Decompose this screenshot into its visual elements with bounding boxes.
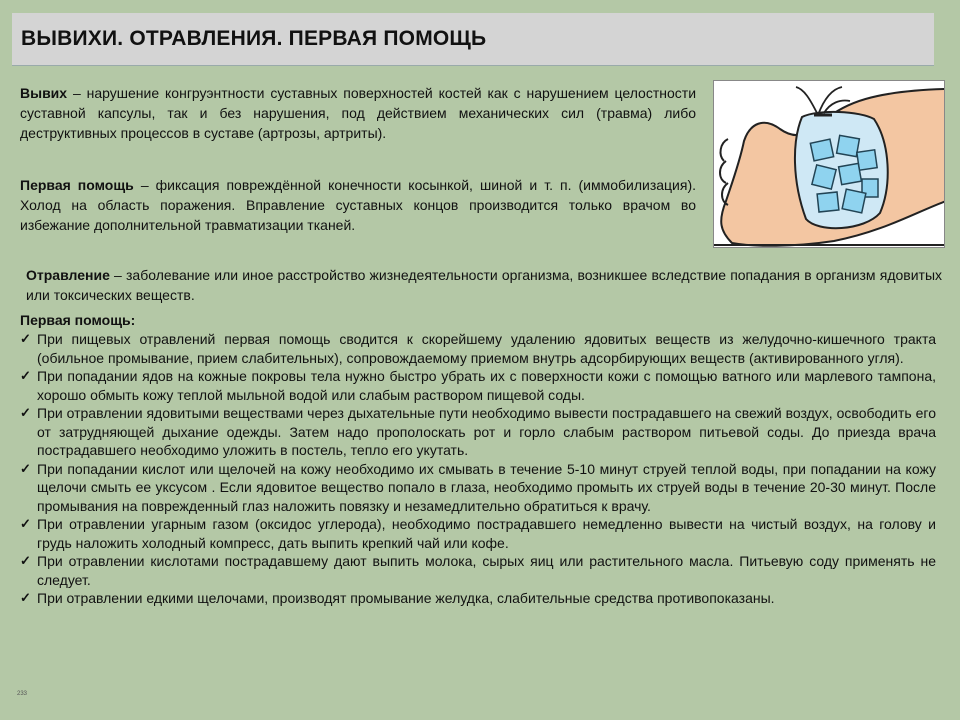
dislocation-definition bbox=[20, 83, 696, 143]
list-item-text: При попадании кислот или щелочей на кожу необходимо их смывать в течение 5-10 минут струей теплой воды, при попадании на кожу щелочи смыть ее уксусом . Если ядовитое вещество попало в глаза, необходимо промыть их струей воды в течение 20-30 минут. После промывания на поврежденный глаз наложить повязку и незамедлительно обратиться к врачу. bbox=[37, 460, 936, 514]
checkmark-icon: ✓ bbox=[20, 553, 31, 568]
dislocation-first-aid-text: – фиксация повреждённой конечности косынкой, шиной и т. п. (иммобилизация). Холод на область поражения. Вправление суставных концов производится только врачом во избежание дополнительной травматизации тканей. bbox=[20, 177, 697, 233]
list-item bbox=[20, 330, 936, 367]
list-item bbox=[20, 404, 936, 460]
checkmark-icon: ✓ bbox=[20, 516, 31, 531]
dislocation-term: Вывих bbox=[20, 85, 68, 101]
page-number: 233 bbox=[17, 691, 28, 697]
ice-pack-illustration bbox=[713, 80, 945, 248]
checkmark-icon: ✓ bbox=[20, 460, 31, 476]
list-item bbox=[20, 589, 936, 608]
checkmark-icon: ✓ bbox=[20, 405, 31, 420]
list-item bbox=[20, 515, 936, 552]
ice-pack-on-ankle-illustration bbox=[714, 81, 945, 248]
list-item-text: При пищевых отравлений первая помощь сводится к скорейшему удалению ядовитых веществ из желудочно-кишечного тракта (обильное промывание, прием слабительных), сопровождаемому приемом внутрь адсорбирующих веществ (активированного угля). bbox=[37, 331, 936, 366]
poisoning-term: Отравление bbox=[26, 267, 110, 283]
list-item-text: При отравлении ядовитыми веществами через дыхательные пути необходимо вывести пострадавшего на свежий воздух, освободить его от затрудняющей дыхание одежды. Затем надо прополоскать рот и горло слабым раствором питьевой соды. До приезда врача пострадавшего необходимо уложить в постель, тепло его укутать. bbox=[37, 405, 936, 458]
checkmark-icon: ✓ bbox=[20, 368, 31, 383]
list-item-text: При отравлении кислотами пострадавшему дают выпить молока, сырых яиц или растительного масла. Питьевую соду применять не следует. bbox=[37, 553, 936, 588]
list-item-text: При попадании ядов на кожные покровы тела нужно быстро убрать их с поверхности кожи с помощью ватного или марлевого тампона, хорошо обмыть кожу теплой мыльной водой или слабым раствором пищевой соды. bbox=[37, 368, 936, 403]
poisoning-definition bbox=[26, 265, 942, 305]
poisoning-first-aid-heading: Первая помощь: bbox=[20, 312, 136, 328]
list-item bbox=[20, 460, 936, 516]
dislocation-text: – нарушение конгруэнтности суставных поверхностей костей как с нарушением целостности суставной капсулы, так и без нарушения, под действием механических сил (травма) либо деструктивных процессов в суставе (артрозы, артриты). bbox=[20, 85, 697, 141]
list-item-text: При отравлении угарным газом (оксидос углерода), необходимо пострадавшего немедленно вывести на чистый воздух, на голову и грудь наложить холодный компресс, дать выпить крепкий чай или кофе. bbox=[37, 516, 936, 551]
poisoning-text: – заболевание или иное расстройство жизнедеятельности организма, возникшее вследствие попадания в организм ядовитых или токсических веществ. bbox=[26, 267, 943, 303]
list-item bbox=[20, 367, 936, 404]
dislocation-first-aid-term: Первая помощь bbox=[20, 177, 134, 193]
list-item bbox=[20, 552, 936, 589]
poisoning-first-aid-list bbox=[20, 330, 936, 608]
dislocation-first-aid bbox=[20, 175, 696, 235]
title-bar bbox=[12, 13, 934, 66]
list-item-text: При отравлении едкими щелочами, производят промывание желудка, слабительные средства противопоказаны. bbox=[37, 590, 775, 606]
checkmark-icon: ✓ bbox=[20, 331, 31, 346]
checkmark-icon: ✓ bbox=[20, 590, 31, 605]
slide-title: ВЫВИХИ. ОТРАВЛЕНИЯ. ПЕРВАЯ ПОМОЩЬ bbox=[21, 27, 487, 50]
